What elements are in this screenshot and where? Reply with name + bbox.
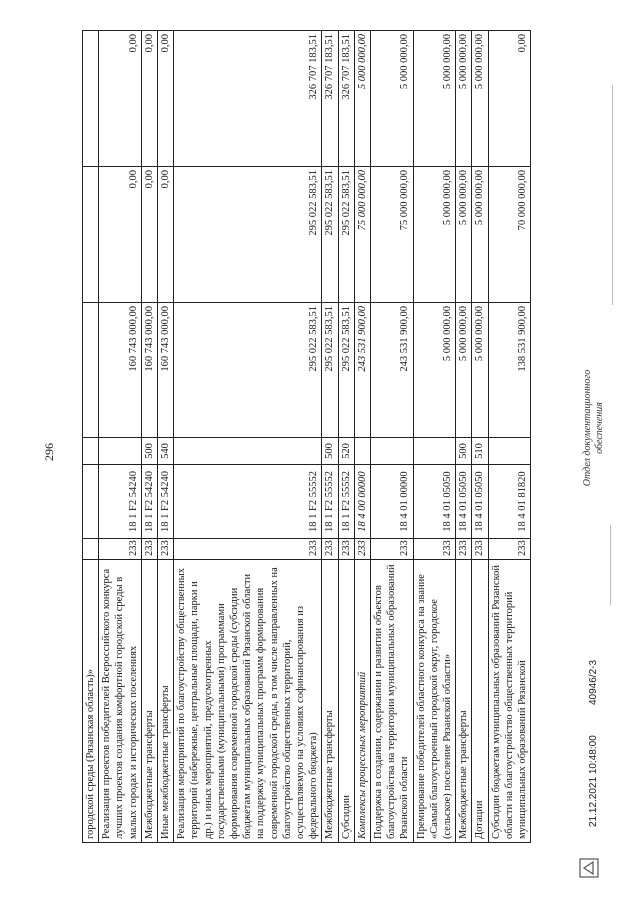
row-sum-2023: 5 000 000,00	[456, 167, 472, 303]
row-sum-2022: 5 000 000,00	[472, 303, 488, 438]
row-name: Субсидии	[338, 560, 354, 843]
row-sum-2024: 326 707 183,51	[338, 31, 354, 167]
row-csr: 18 4 00 00000	[354, 465, 370, 539]
row-vr: 500	[456, 438, 472, 465]
row-csr: 18 4 01 05050	[456, 465, 472, 539]
row-vr: 510	[472, 438, 488, 465]
row-sum-2024: 5 000 000,00	[456, 31, 472, 167]
row-vr: 540	[158, 438, 174, 465]
row-csr: 18 1 F2 55552	[322, 465, 338, 539]
row-sum-2024: 5 000 000,00	[354, 31, 370, 167]
row-sum-2024: 326 707 183,51	[322, 31, 338, 167]
row-sum-2023: 0,00	[158, 167, 174, 303]
row-sum-2022: 243 531 900,00	[354, 303, 370, 438]
row-sum-2023: 0,00	[99, 167, 142, 303]
row-sum-2023: 295 022 583,51	[322, 167, 338, 303]
row-code: 233	[322, 539, 338, 560]
row-name: Комплексы процессных мероприятий	[354, 560, 370, 843]
row-code: 233	[371, 539, 414, 560]
row-code: 233	[456, 539, 472, 560]
row-csr: 18 4 01 05050	[472, 465, 488, 539]
row-code: 233	[354, 539, 370, 560]
row-name: Премирование победителей областного конкурса на звание «Самый благоустроенный городской округ, городское (сельское) поселение Рязанской области»	[413, 560, 456, 843]
row-sum-2022: 295 022 583,51	[322, 303, 338, 438]
row-csr: 18 1 F2 54240	[141, 465, 157, 539]
row-code: 233	[338, 539, 354, 560]
row-sum-2023: 295 022 583,51	[174, 167, 322, 303]
row-sum-2024: 326 707 183,51	[174, 31, 322, 167]
row-vr: 500	[141, 438, 157, 465]
row-name: Дотации	[472, 560, 488, 843]
row-sum-2024: 5 000 000,00	[371, 31, 414, 167]
row-name: Поддержка в создании, содержании и развитии объектов благоустройства на территории муниципальных образований Рязанской области	[371, 560, 414, 843]
row-code: 233	[141, 539, 157, 560]
stamp-date: 21.12.2021 10:48:00	[588, 735, 599, 827]
row-csr: 18 1 F2 54240	[158, 465, 174, 539]
row-sum-2022: 243 531 900,00	[371, 303, 414, 438]
row-name: Межбюджетные трансферты	[322, 560, 338, 843]
department-stamp: Отдел документационного обеспечения	[582, 369, 605, 487]
stamp-code: 40946/2-3	[588, 659, 599, 705]
row-name: городской среды (Рязанская область)»	[83, 560, 99, 843]
row-sum-2022: 160 743 000,00	[158, 303, 174, 438]
row-sum-2023: 75 000 000,00	[354, 167, 370, 303]
row-sum-2024: 5 000 000,00	[413, 31, 456, 167]
row-vr: 520	[338, 438, 354, 465]
row-name: Реализация проектов победителей Всероссийского конкурса лучших проектов создания комфортной городской среды в малых городах и исторических поселениях	[99, 560, 142, 843]
scan-noise-line	[610, 525, 611, 605]
row-name: Межбюджетные трансферты	[456, 560, 472, 843]
row-sum-2023: 5 000 000,00	[413, 167, 456, 303]
row-code: 233	[488, 539, 531, 560]
row-csr: 18 4 01 05050	[413, 465, 456, 539]
scan-noise-line	[612, 85, 613, 305]
row-name: Реализация мероприятий по благоустройству общественных территорий (набережные, центральные площади, парки и др.) и иных мероприятий, предусмотренных государственными (муниципальными) программами формирования современной городской среды (субсидии бюджетам муниципальных образований Рязанской области на поддержку муниципальных программ формирования современной городской среды, в том числе направленных на благоустройство общественных территорий, осуществляемую на условиях софинансирования из федерального бюджета)	[174, 560, 322, 843]
row-sum-2022: 5 000 000,00	[413, 303, 456, 438]
row-name: Межбюджетные трансферты	[141, 560, 157, 843]
row-sum-2022: 160 743 000,00	[99, 303, 142, 438]
row-vr: 500	[322, 438, 338, 465]
row-code: 233	[413, 539, 456, 560]
row-sum-2024: 0,00	[141, 31, 157, 167]
row-csr: 18 1 F2 55552	[174, 465, 322, 539]
row-sum-2024: 0,00	[488, 31, 531, 167]
row-sum-2022: 5 000 000,00	[456, 303, 472, 438]
row-sum-2024: 5 000 000,00	[472, 31, 488, 167]
row-code: 233	[472, 539, 488, 560]
row-code: 233	[99, 539, 142, 560]
row-sum-2024: 0,00	[99, 31, 142, 167]
row-sum-2023: 0,00	[141, 167, 157, 303]
row-csr: 18 4 01 81820	[488, 465, 531, 539]
row-sum-2022: 295 022 583,51	[174, 303, 322, 438]
row-sum-2023: 70 000 000,00	[488, 167, 531, 303]
row-sum-2023: 5 000 000,00	[472, 167, 488, 303]
row-csr: 18 1 F2 55552	[338, 465, 354, 539]
row-name: Иные межбюджетные трансферты	[158, 560, 174, 843]
page-number: 296	[42, 443, 56, 461]
row-code: 233	[158, 539, 174, 560]
scanner-logo-icon	[578, 857, 600, 879]
row-sum-2023: 75 000 000,00	[371, 167, 414, 303]
row-sum-2024: 0,00	[158, 31, 174, 167]
row-code: 233	[174, 539, 322, 560]
row-sum-2022: 295 022 583,51	[338, 303, 354, 438]
row-csr: 18 4 01 00000	[371, 465, 414, 539]
row-sum-2023: 295 022 583,51	[338, 167, 354, 303]
row-csr: 18 1 F2 54240	[99, 465, 142, 539]
row-sum-2022: 138 531 900,00	[488, 303, 531, 438]
row-name: Субсидии бюджетам муниципальных образований Рязанской области на благоустройство общественных территорий муниципальных образований Рязанской	[488, 560, 531, 843]
row-sum-2022: 160 743 000,00	[141, 303, 157, 438]
